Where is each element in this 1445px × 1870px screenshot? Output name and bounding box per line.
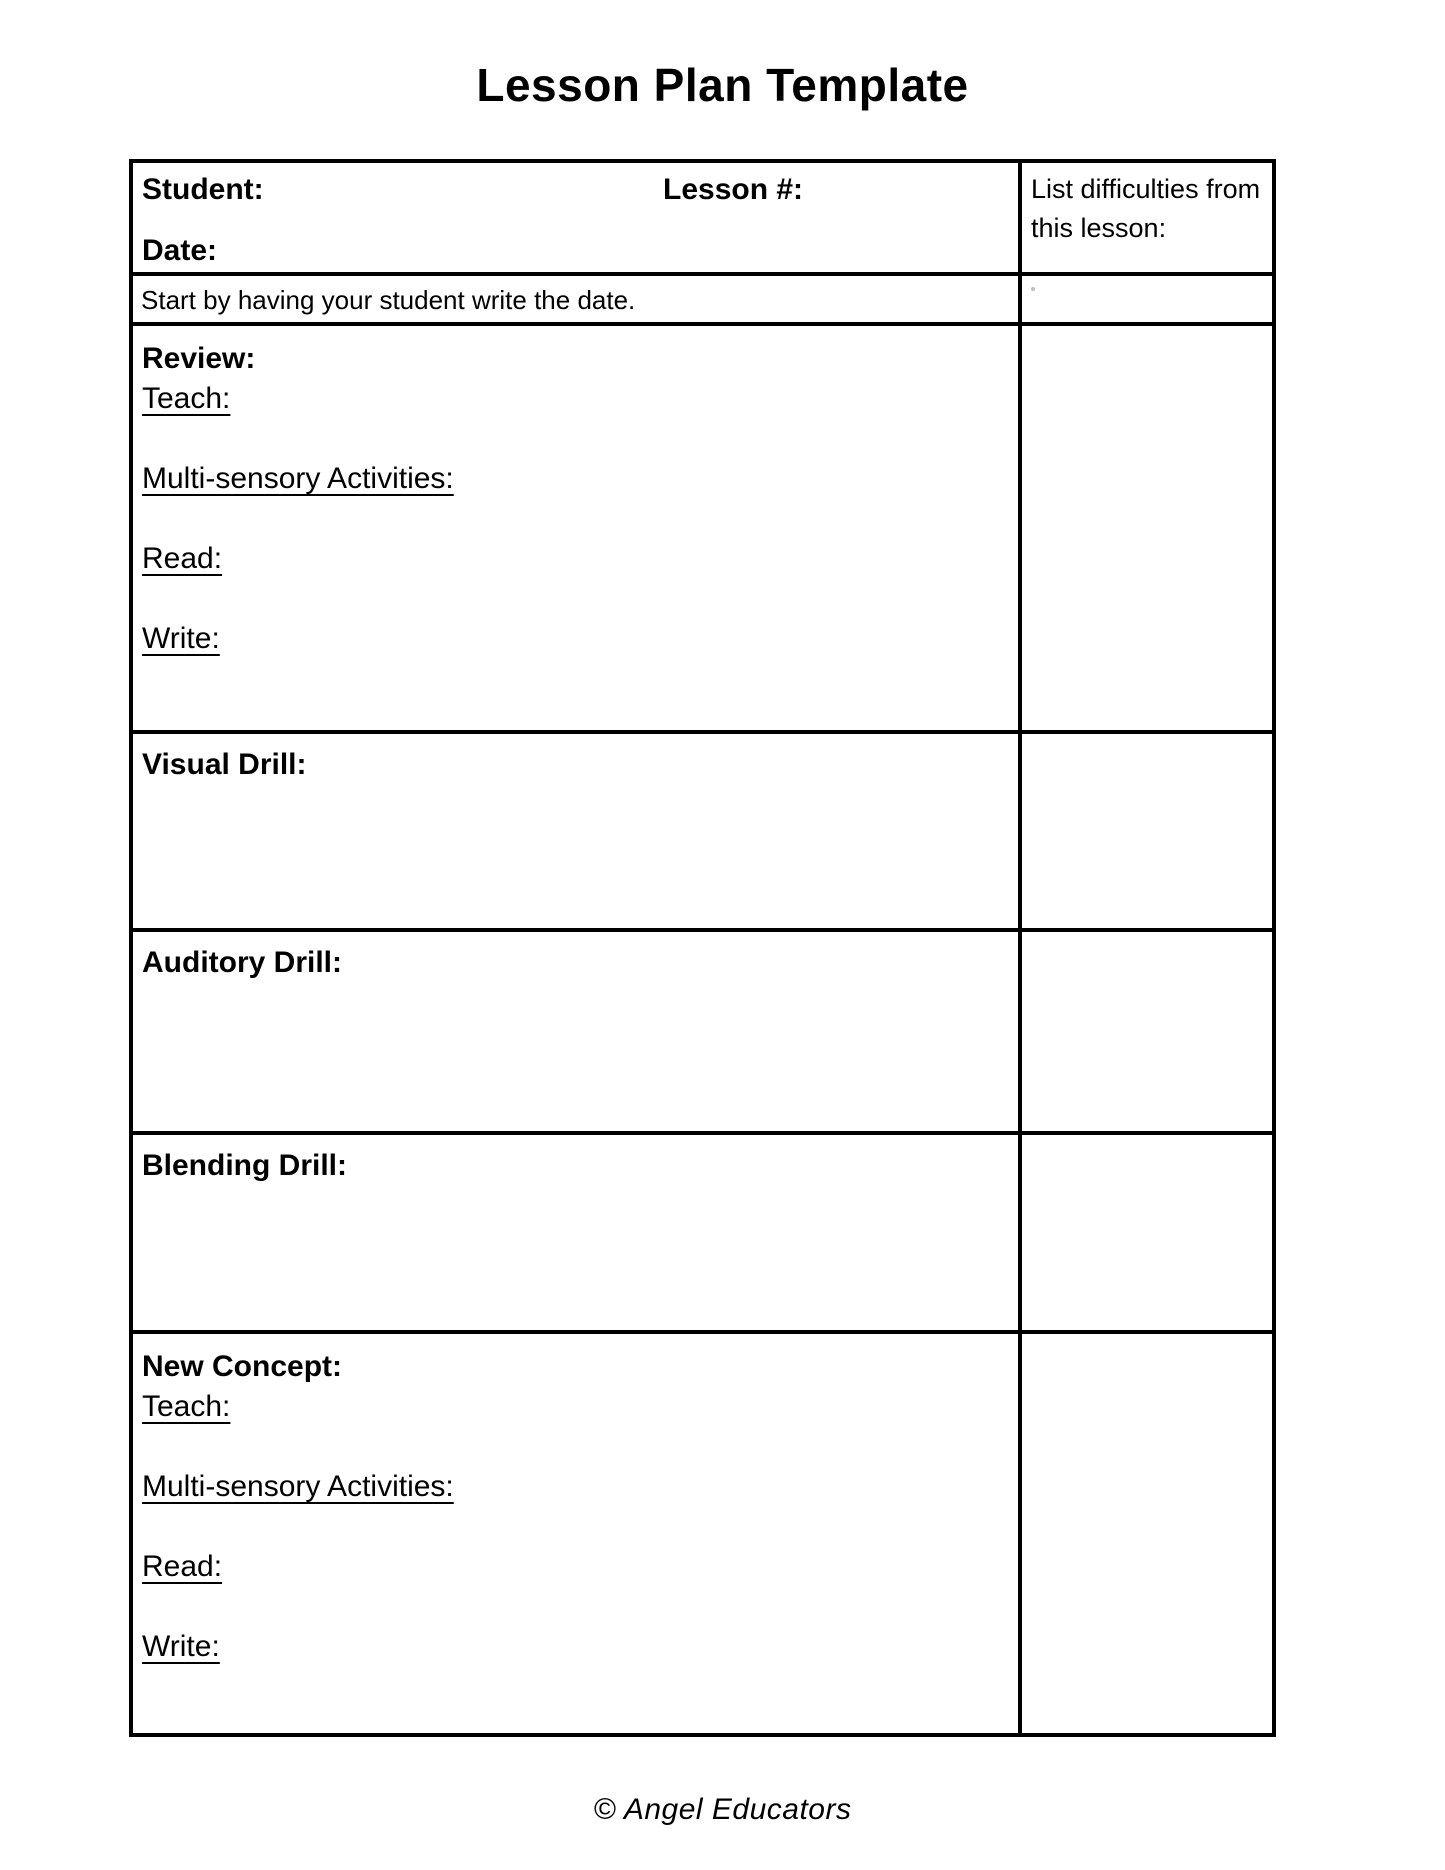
student-label: Student: xyxy=(142,173,264,206)
new-concept-title: New Concept: xyxy=(142,1350,343,1383)
auditory-drill-cell xyxy=(133,932,1022,1135)
new-concept-multisensory-label: Multi-sensory Activities: xyxy=(142,1470,454,1503)
review-section-cell xyxy=(133,326,1022,734)
difficulties-header-cell xyxy=(1022,163,1272,276)
blending-drill-title: Blending Drill: xyxy=(142,1149,347,1182)
new-concept-read-label: Read: xyxy=(142,1550,223,1583)
copyright-footer: © Angel Educators xyxy=(593,1793,852,1826)
instruction-notes-cell xyxy=(1022,276,1272,326)
stray-mark xyxy=(1031,287,1035,291)
lesson-number-label: Lesson #: xyxy=(663,173,804,206)
review-notes-cell xyxy=(1022,326,1272,734)
new-concept-section-cell xyxy=(133,1334,1022,1733)
review-read-label: Read: xyxy=(142,542,223,575)
header-cell xyxy=(133,163,1022,276)
visual-drill-cell xyxy=(133,734,1022,932)
review-title: Review: xyxy=(142,342,256,375)
difficulties-label: List difficulties from this lesson: xyxy=(1031,174,1261,243)
blending-drill-cell xyxy=(133,1135,1022,1334)
page-title: Lesson Plan Template xyxy=(476,59,969,111)
new-concept-notes-cell xyxy=(1022,1334,1272,1733)
date-label: Date: xyxy=(142,234,218,267)
lesson-plan-table xyxy=(129,159,1276,1737)
blending-drill-notes-cell xyxy=(1022,1135,1272,1334)
review-write-label: Write: xyxy=(142,622,220,655)
review-teach-label: Teach: xyxy=(142,382,231,415)
new-concept-teach-label: Teach: xyxy=(142,1390,231,1423)
new-concept-write-label: Write: xyxy=(142,1630,220,1663)
review-multisensory-label: Multi-sensory Activities: xyxy=(142,462,454,495)
instruction-cell xyxy=(133,276,1022,326)
visual-drill-notes-cell xyxy=(1022,734,1272,932)
auditory-drill-notes-cell xyxy=(1022,932,1272,1135)
instruction-text: Start by having your student write the date. xyxy=(141,285,636,315)
auditory-drill-title: Auditory Drill: xyxy=(142,946,342,979)
visual-drill-title: Visual Drill: xyxy=(142,748,307,781)
